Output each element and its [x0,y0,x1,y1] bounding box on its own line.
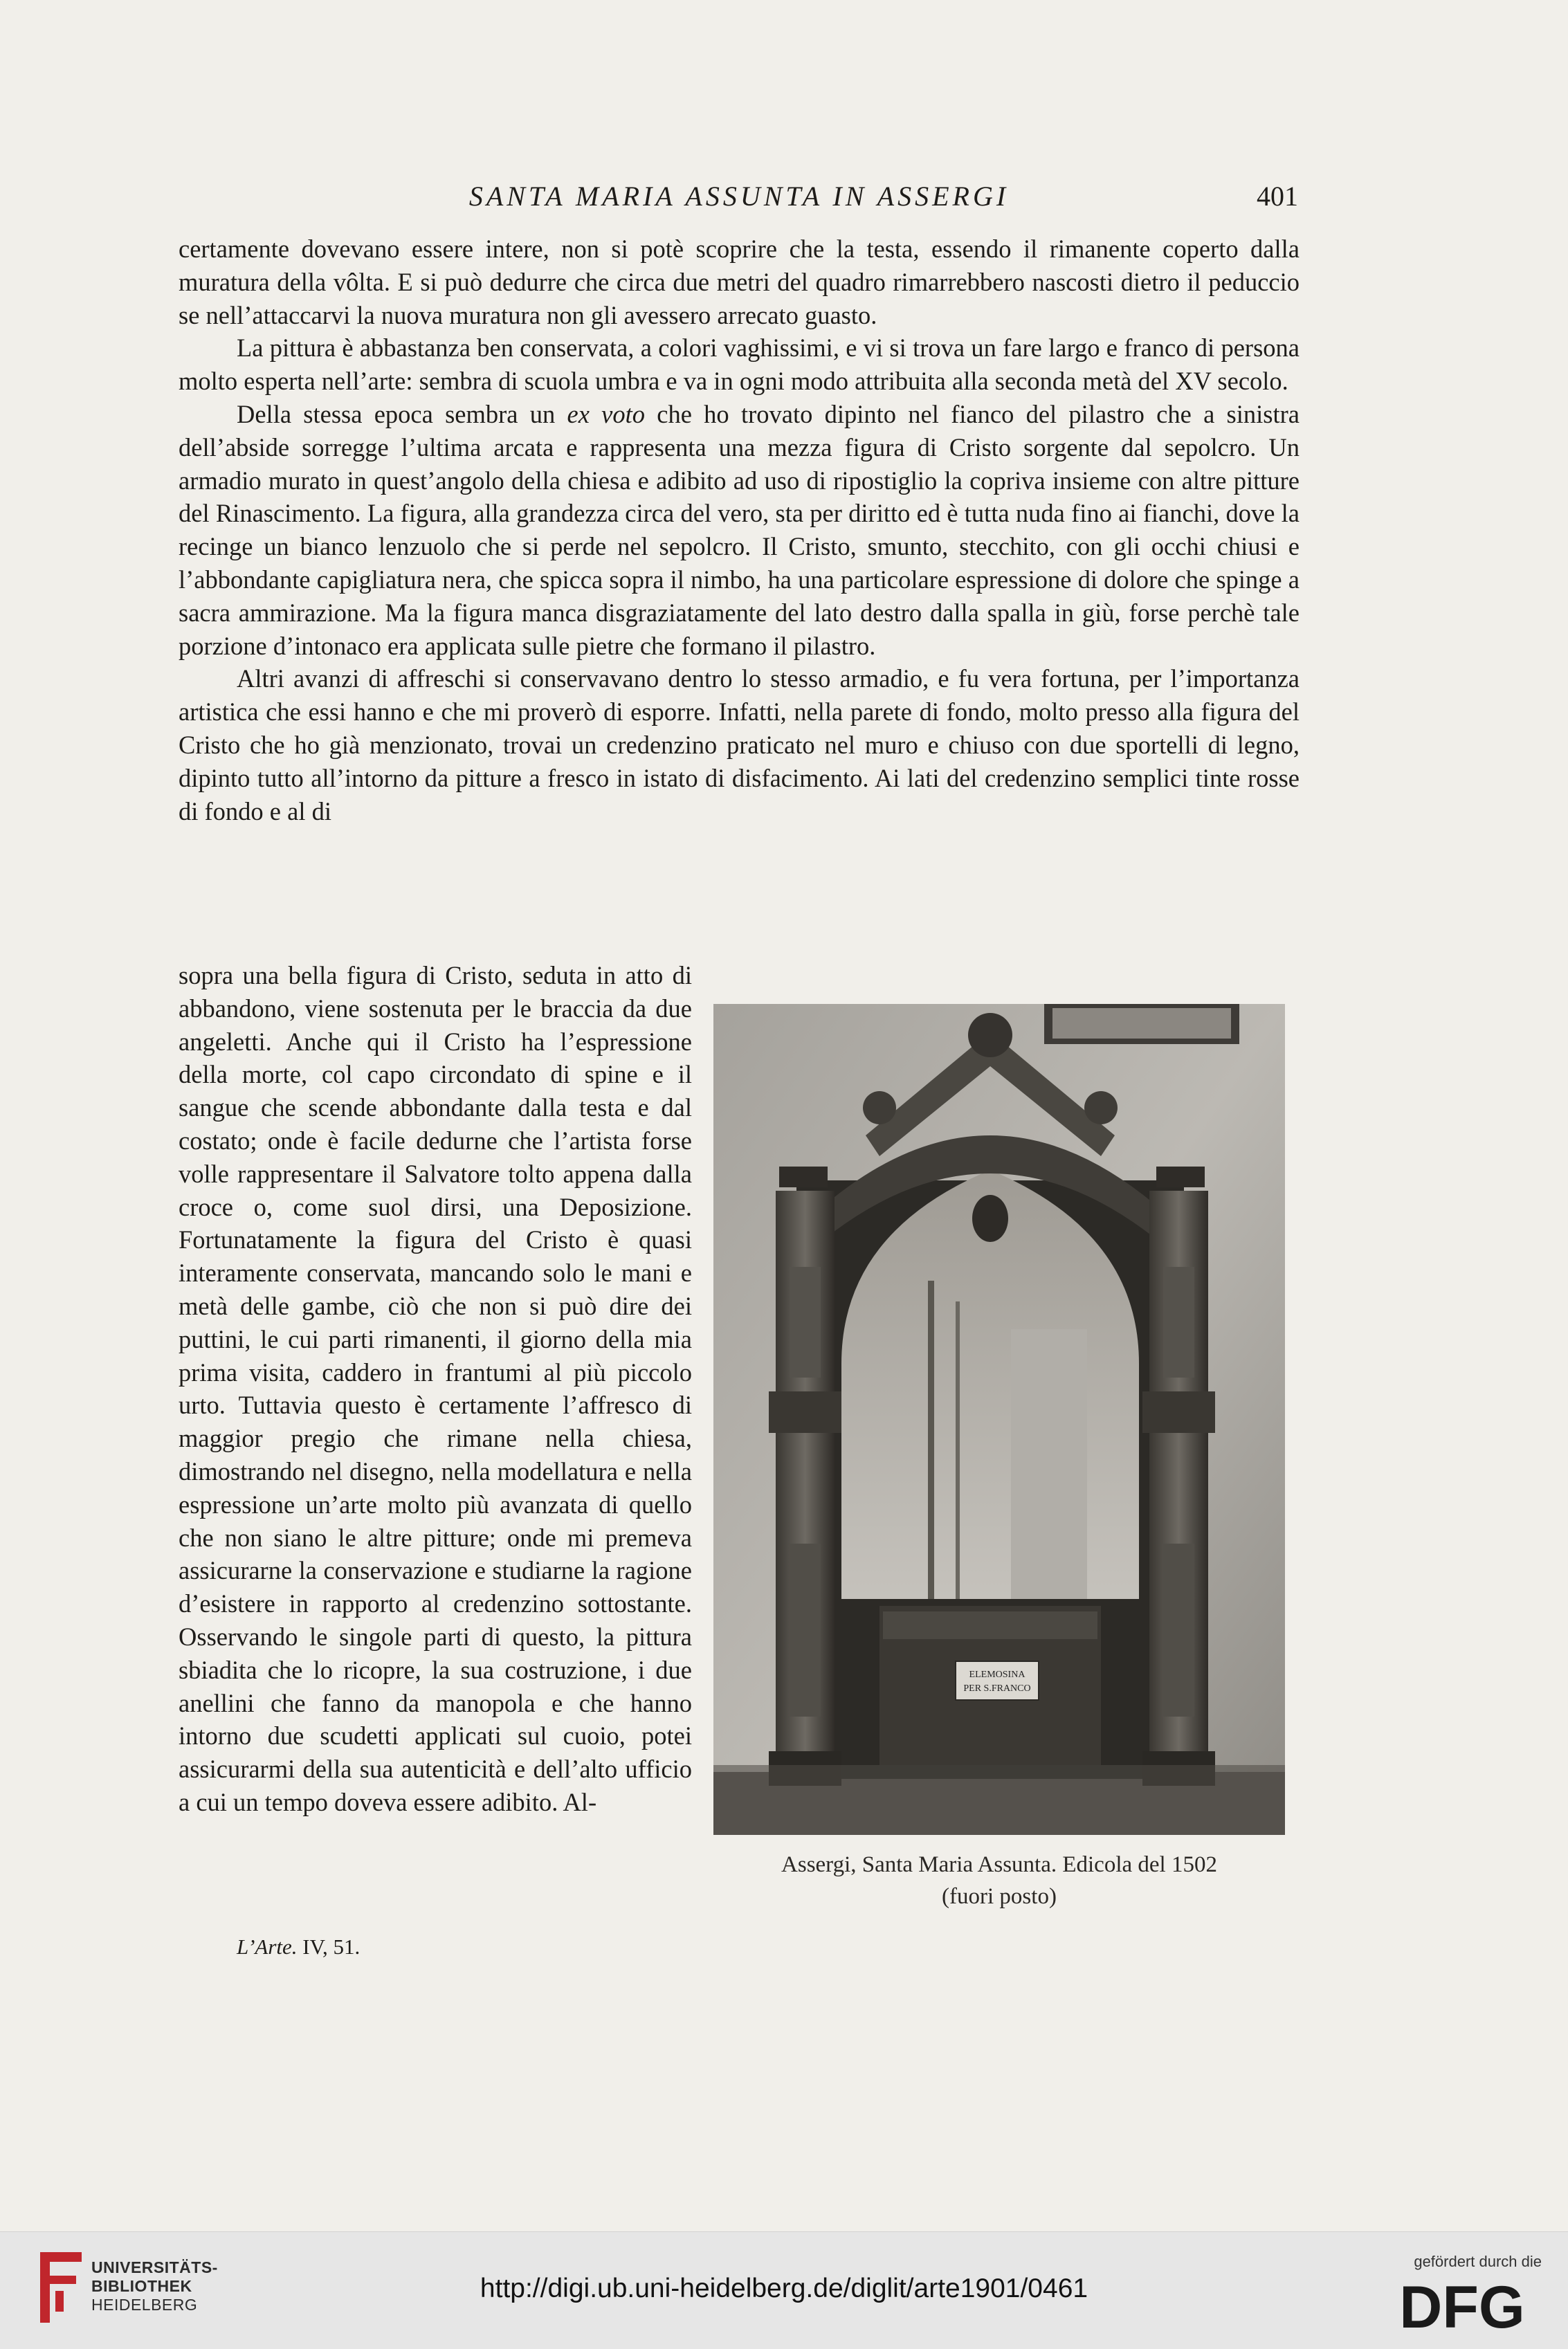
caption-line-2: (fuori posto) [942,1884,1057,1909]
body-text-top [179,232,1300,828]
signature-volume: IV, 51. [297,1935,361,1959]
figure [713,1004,1285,1912]
journal-name: L’Arte. [237,1935,298,1959]
paragraph-2: La pittura è abbastanza ben conservata, a colori vaghissimi, e vi si trova un fare largo e franco di persona molto esperta nell’arte: sembra di scuola umbra e va in ogni modo attribuita alla seconda metà del XV secolo. [179,333,1300,396]
figure-caption [713,1849,1285,1912]
running-title: SANTA MARIA ASSUNTA IN ASSERGI [468,181,1010,212]
edicola-photograph [713,1004,1285,1835]
ex-voto-italic: ex voto [567,399,646,428]
library-name-line3: HEIDELBERG [91,2296,198,2314]
page-number: 401 [1257,181,1298,212]
dfg-logo-text: DFG [1399,2276,1525,2334]
permalink-url[interactable]: http://digi.ub.uni-heidelberg.de/diglit/arte1901/0461 [480,2274,1088,2303]
paragraph-3-rest: che ho trovato dipinto nel fianco del pilastro che a sinistra dell’abside sorregge l’ultima arcata e rappresenta una mezza figura di Cristo sorgente dal sepolcro. Un armadio murato in quest’angolo della chiesa e adibito ad uso di ripostiglio la copriva insieme con altre pitture del Rinascimento. La figura, alla grandezza circa del vero, sta per diritto ed è tutta nuda fino ai fianchi, dove la recinge un bianco lenzuolo che si perde nel sepolcro. Il Cristo, smunto, stecchito, con gli occhi chiusi e l’abbondante capigliatura nera, che spicca sopra il nimbo, ha una particolare espressione di dolore che spinge a sacra ammirazione. Ma la figura manca disgraziatamente del lato destro dalla spalla in giù, forse perchè tale porzione d’intonaco era applicata sulle pietre che formano il pilastro. [179,399,1300,660]
paragraph-1: certamente dovevano essere intere, non si potè scoprire che la testa, essendo il rimanente coperto dalla muratura della vôlta. E si può dedurre che circa due metri del quadro rimarrebbero nascosti dietro il peduccio se nell’attaccarvi la nuova muratura non gli avessero arrecato guasto. [179,235,1300,329]
running-head [180,174,1298,216]
signature-mark [237,1935,360,1959]
funder-label: gefördert durch die [1414,2253,1542,2270]
library-name-line1: UNIVERSITÄTS- [91,2258,218,2276]
plaque-text-line1: ELEMOSINA [969,1670,1025,1680]
library-name-line2: BIBLIOTHEK [91,2277,192,2295]
paragraph-3 [179,398,1300,662]
paragraph-4: Altri avanzi di affreschi si conservavano dentro lo stesso armadio, e fu vera fortuna, per l’importanza artistica che essi hanno e che mi proverò di esporre. Infatti, nella parete di fondo, molto presso alla figura del Cristo che ho già menzionato, trovai un credenzino praticato nel muro e chiuso con due sportelli di legno, dipinto tutto all’intorno da pitture a fresco in istato di disfacimento. Ai lati del credenzino semplici tinte rosse di fondo e al di [179,664,1300,825]
footer-bar [0,2231,1568,2349]
caption-line-1: Assergi, Santa Maria Assunta. Edicola del 1502 [781,1852,1217,1877]
paragraph-4-continued: sopra una bella figura di Cristo, seduta in atto di abbandono, viene sostenuta per le braccia da due angeletti. Anche qui il Cristo ha l’espressione della morte, col capo circondato di spine e il sangue che scende abbondante dalla testa e dal costato; onde è facile dedurne che l’artista forse volle rappresentare il Salvatore tolto appena dalla croce o, come suol dirsi, una Deposizione. Fortunatamente la figura del Cristo è quasi interamente conservata, mancando solo le mani e metà delle gambe, ciò che non si può dire dei puttini, le cui parti rimanenti, il giorno della mia prima visita, caddero in frantumi al più piccolo urto. Tuttavia questo è certamente l’affresco di maggior pregio che rimane nella chiesa, dimostrando nel disegno, nella modellatura e nella espressione un’arte molto più avanzata di quello che non siano le altre pitture; onde mi premeva assicurarne la conservazione e studiarne la ragione d’esistere in rapporto al credenzino sottostante. Osservando le singole parti di questo, la pittura sbiadita che lo ricopre, la sua costruzione, i due anellini che fanno da manopola e che hanno intorno due scudetti applicati sul cuoio, potei assicurarmi della sua autenticità e dell’alto ufficio a cui un tempo doveva essere adibito. Al- [179,961,692,1816]
plaque-text-line2: PER S.FRANCO [963,1683,1031,1694]
paragraph-3-start: Della stessa epoca sembra un [237,399,567,428]
dfg-logo-icon [1384,2276,1540,2334]
body-text-column [179,959,692,1819]
